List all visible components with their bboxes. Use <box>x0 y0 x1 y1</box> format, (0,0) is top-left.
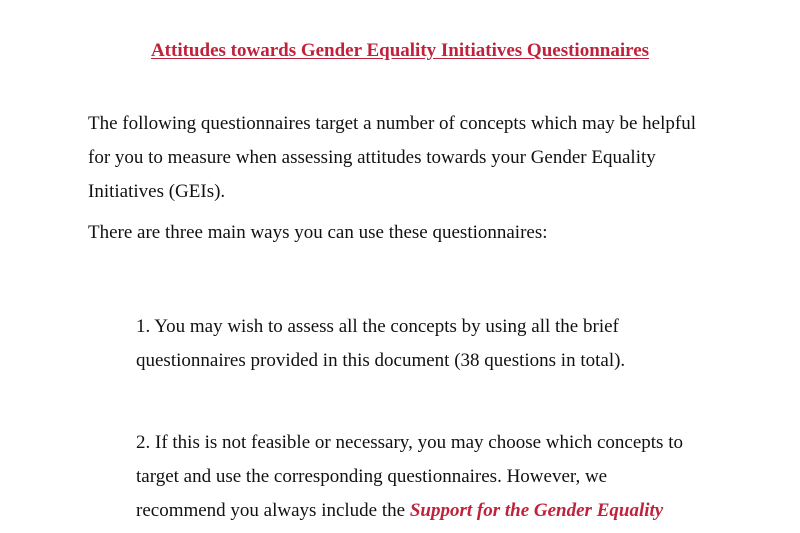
intro-line: Initiatives (GEIs). <box>88 181 226 202</box>
list-item-text: recommend you always include the <box>136 500 410 521</box>
list-item-2 <box>136 426 683 528</box>
list-item-line: target and use the corresponding questionnaires. However, we <box>136 466 608 487</box>
intro-line: The following questionnaires target a number of concepts which may be helpful <box>88 113 696 134</box>
intro-line: for you to measure when assessing attitudes towards your Gender Equality <box>88 147 656 168</box>
emphasis-concept-name: Support for the Gender Equality <box>409 500 664 521</box>
document-title: Attitudes towards Gender Equality Initiatives Questionnaires <box>150 40 650 61</box>
list-item-line: 1. You may wish to assess all the concepts by using all the brief <box>136 316 619 337</box>
list-item-line: 2. If this is not feasible or necessary, you may choose which concepts to <box>136 432 683 453</box>
intro-paragraph <box>88 107 696 209</box>
list-item-line <box>136 494 683 528</box>
ways-intro: There are three main ways you can use these questionnaires: <box>88 222 548 243</box>
list-item-line: questionnaires provided in this document (38 questions in total). <box>136 350 626 371</box>
list-item-1 <box>136 310 625 378</box>
